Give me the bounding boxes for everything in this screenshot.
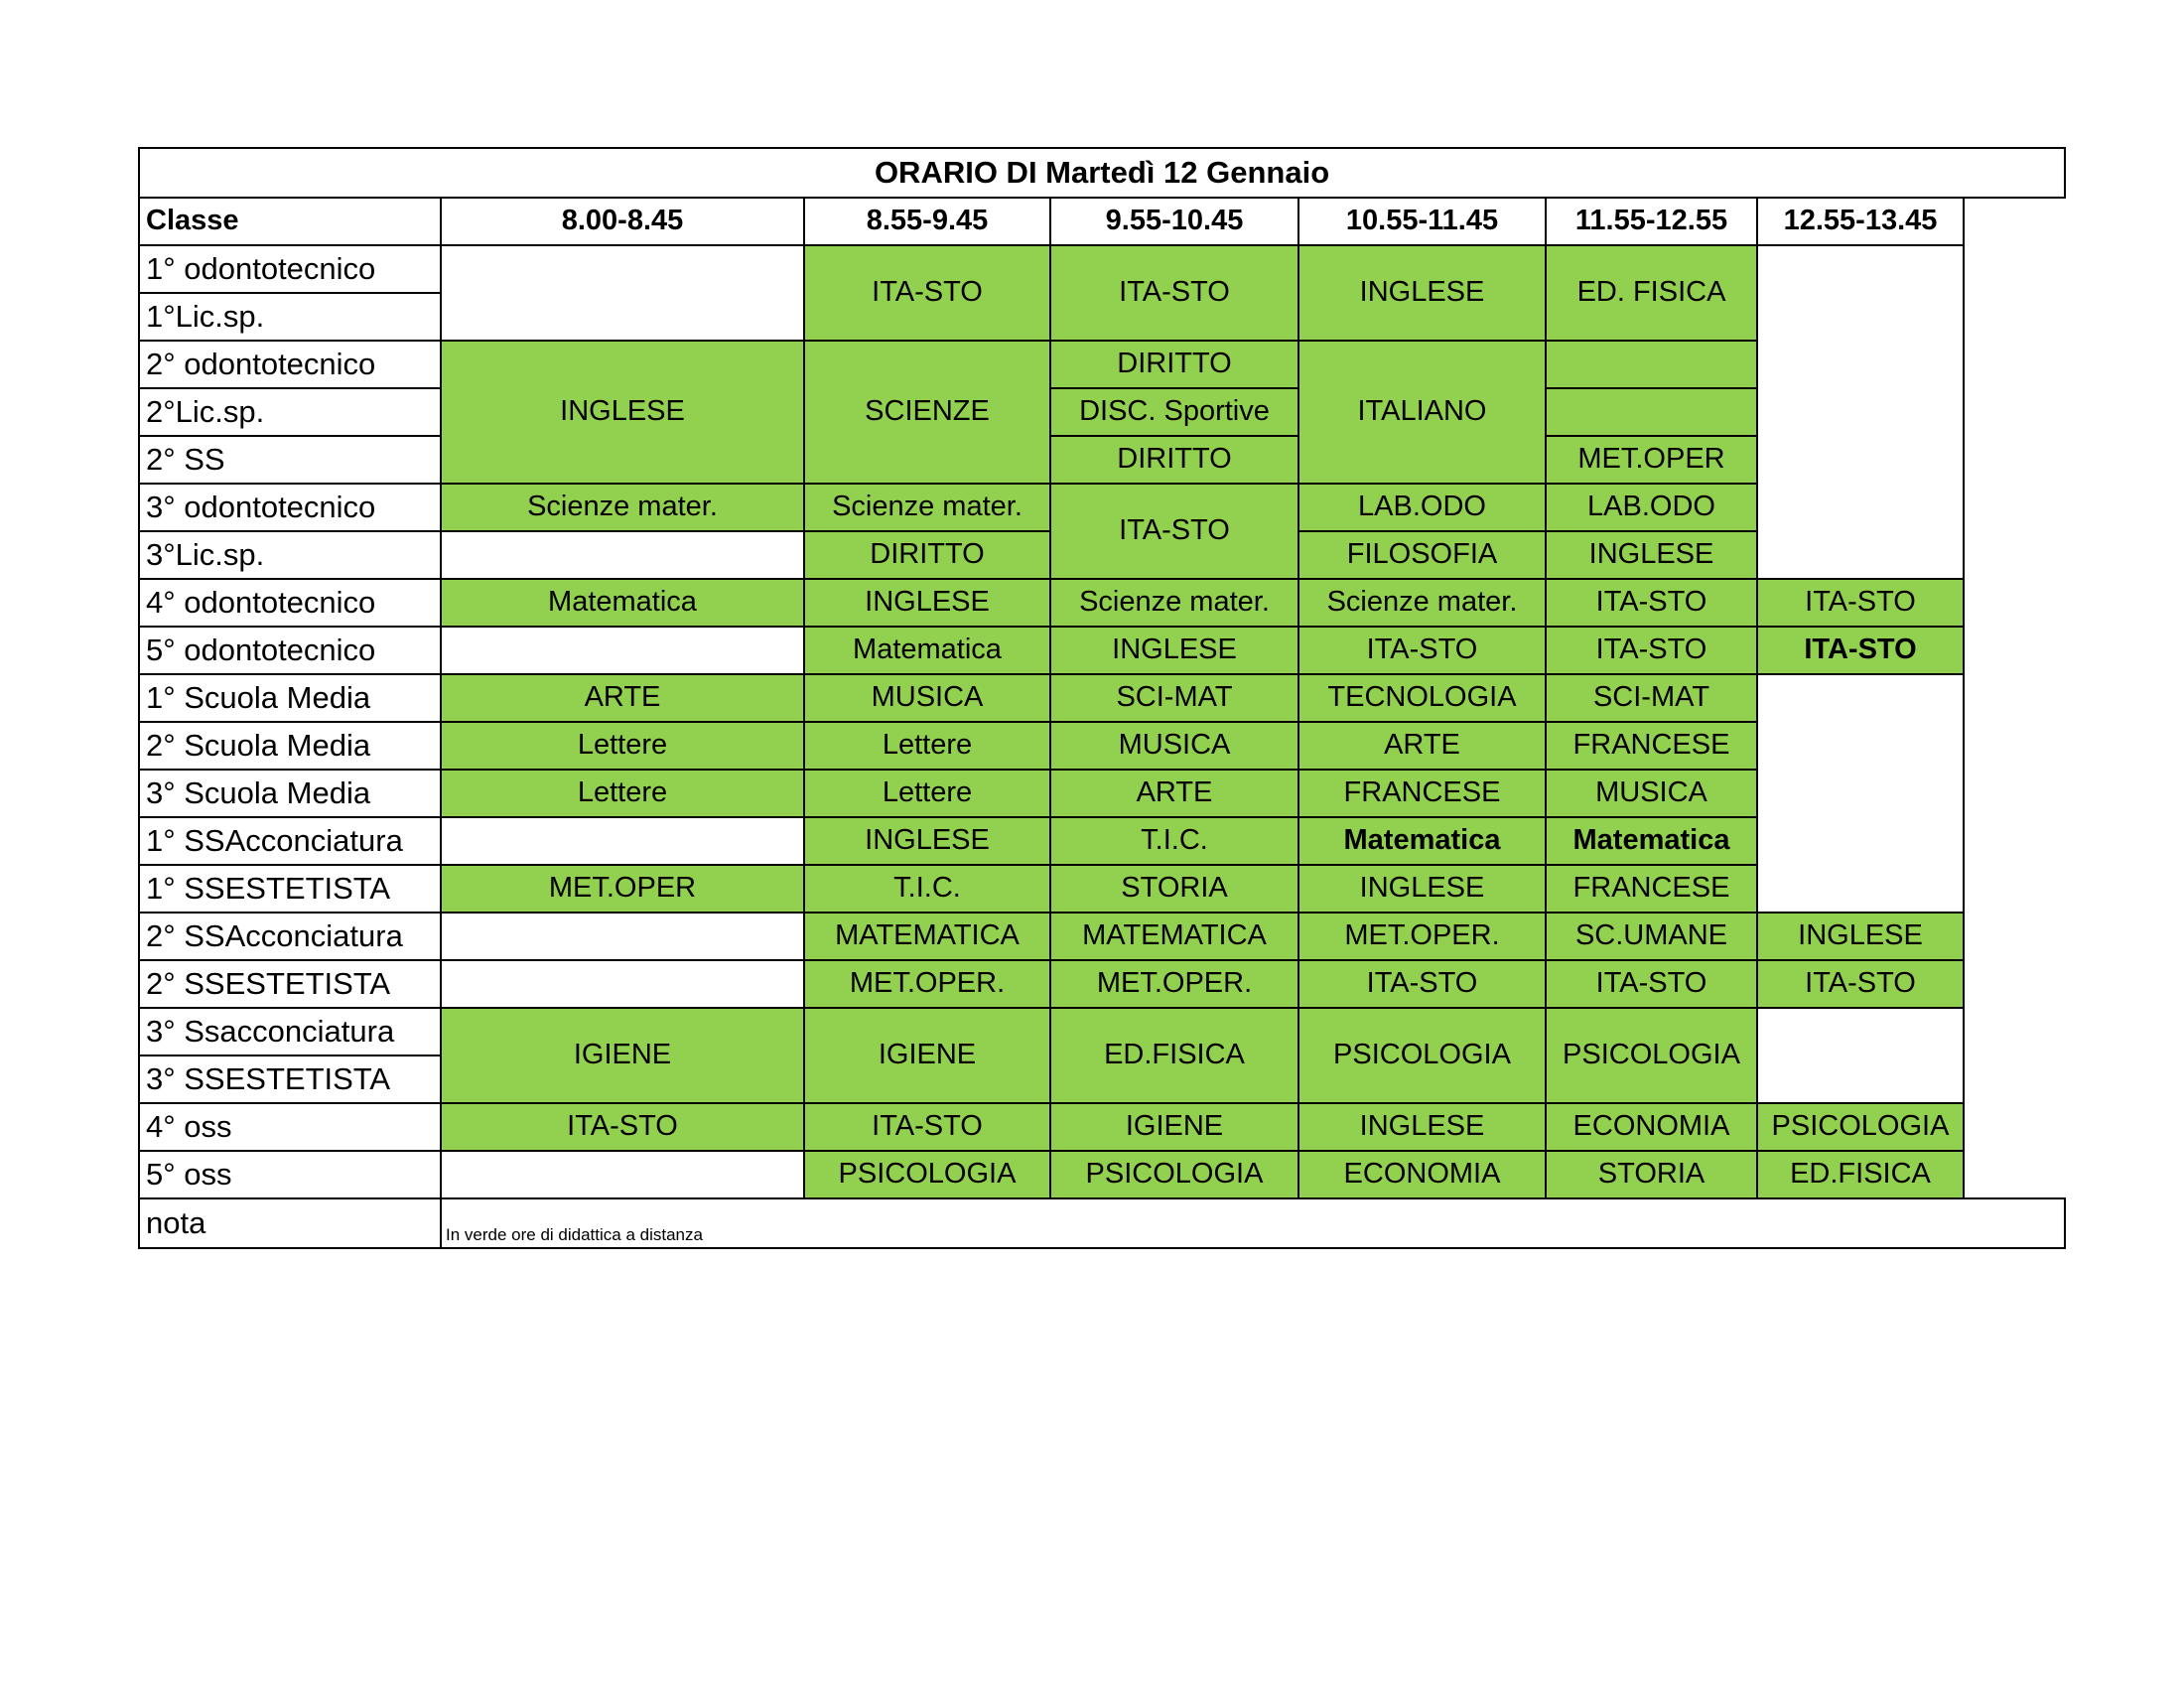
blank-cell <box>1964 579 2065 674</box>
schedule-cell: Scienze mater. <box>1298 579 1546 627</box>
schedule-cell: IGIENE <box>1050 1103 1298 1151</box>
schedule-cell: ARTE <box>1050 770 1298 817</box>
blank-cell <box>1964 913 2065 1008</box>
schedule-cell: INGLESE <box>804 579 1050 627</box>
schedule-cell: SCI-MAT <box>1050 674 1298 722</box>
schedule-cell: FRANCESE <box>1546 722 1757 770</box>
blank-cell <box>1964 198 2065 245</box>
schedule-cell: ITA-STO <box>1298 627 1546 674</box>
schedule-cell: Scienze mater. <box>804 484 1050 531</box>
class-label: 4° odontotecnico <box>139 579 441 627</box>
schedule-cell: PSICOLOGIA <box>1757 1103 1964 1151</box>
schedule-cell: SCIENZE <box>804 341 1050 484</box>
schedule-cell: LAB.ODO <box>1546 484 1757 531</box>
schedule-cell: INGLESE <box>1298 1103 1546 1151</box>
schedule-cell: INGLESE <box>804 817 1050 865</box>
blank-cell <box>1964 1008 2065 1103</box>
schedule-cell: IGIENE <box>441 1008 804 1103</box>
schedule-cell: Scienze mater. <box>441 484 804 531</box>
schedule-cell: TECNOLOGIA <box>1298 674 1546 722</box>
note-row <box>139 1198 2065 1248</box>
schedule-cell: FILOSOFIA <box>1298 531 1546 579</box>
schedule-cell: MET.OPER. <box>1050 960 1298 1008</box>
table-row <box>139 627 2065 674</box>
schedule-cell: Lettere <box>441 722 804 770</box>
schedule-cell: Lettere <box>804 770 1050 817</box>
class-label: 5° oss <box>139 1151 441 1198</box>
class-label: 5° odontotecnico <box>139 627 441 674</box>
schedule-cell: MUSICA <box>1546 770 1757 817</box>
class-label: 3° SSESTETISTA <box>139 1055 441 1103</box>
schedule-cell: ITA-STO <box>1298 960 1546 1008</box>
schedule-cell: IGIENE <box>804 1008 1050 1103</box>
schedule-cell: INGLESE <box>1298 245 1546 341</box>
header-slot-1: 8.00-8.45 <box>441 198 804 245</box>
schedule-cell: ITA-STO <box>804 1103 1050 1151</box>
class-label: 3° odontotecnico <box>139 484 441 531</box>
schedule-cell: INGLESE <box>1298 865 1546 913</box>
schedule-cell: MUSICA <box>804 674 1050 722</box>
class-label: 3° Ssacconciatura <box>139 1008 441 1055</box>
schedule-cell: Matematica <box>441 579 804 627</box>
schedule-cell <box>441 913 804 960</box>
schedule-table <box>138 147 2066 1249</box>
schedule-cell: ITA-STO <box>1546 579 1757 627</box>
schedule-cell: PSICOLOGIA <box>1546 1008 1757 1103</box>
schedule-cell: ECONOMIA <box>1546 1103 1757 1151</box>
class-label: 2° SSESTETISTA <box>139 960 441 1008</box>
schedule-cell: PSICOLOGIA <box>1050 1151 1298 1198</box>
schedule-cell: ECONOMIA <box>1298 1151 1546 1198</box>
schedule-cell: INGLESE <box>441 341 804 484</box>
table-row <box>139 960 2065 1008</box>
schedule-cell: Lettere <box>804 722 1050 770</box>
table-row <box>139 245 2065 293</box>
schedule-cell: ED. FISICA <box>1546 245 1757 341</box>
schedule-cell: ITA-STO <box>1546 960 1757 1008</box>
schedule-cell: T.I.C. <box>1050 817 1298 865</box>
schedule-cell <box>441 245 804 341</box>
schedule-cell: PSICOLOGIA <box>804 1151 1050 1198</box>
schedule-cell <box>441 627 804 674</box>
schedule-cell: LAB.ODO <box>1298 484 1546 531</box>
header-slot-3: 9.55-10.45 <box>1050 198 1298 245</box>
schedule-cell: SCI-MAT <box>1546 674 1757 722</box>
header-slot-6: 12.55-13.45 <box>1757 198 1964 245</box>
schedule-cell: Lettere <box>441 770 804 817</box>
class-label: 1° Scuola Media <box>139 674 441 722</box>
schedule-cell: ED.FISICA <box>1050 1008 1298 1103</box>
schedule-cell: T.I.C. <box>804 865 1050 913</box>
table-row <box>139 913 2065 960</box>
schedule-cell: STORIA <box>1050 865 1298 913</box>
schedule-cell: ITA-STO <box>1050 484 1298 579</box>
blank-cell <box>1964 1103 2065 1198</box>
schedule-cell: FRANCESE <box>1298 770 1546 817</box>
title-row <box>139 148 2065 198</box>
schedule-cell: MUSICA <box>1050 722 1298 770</box>
schedule-cell: ITA-STO <box>1757 960 1964 1008</box>
class-label: 1°Lic.sp. <box>139 293 441 341</box>
class-label: 2°Lic.sp. <box>139 388 441 436</box>
schedule-cell <box>441 531 804 579</box>
class-label: 1° SSAcconciatura <box>139 817 441 865</box>
schedule-cell: ARTE <box>441 674 804 722</box>
schedule-cell <box>441 960 804 1008</box>
schedule-cell: MATEMATICA <box>804 913 1050 960</box>
schedule-cell: ARTE <box>1298 722 1546 770</box>
note-label: nota <box>139 1198 441 1248</box>
class-label: 1° odontotecnico <box>139 245 441 293</box>
note-text: In verde ore di didattica a distanza <box>441 1198 2065 1248</box>
schedule-cell: MET.OPER. <box>1298 913 1546 960</box>
class-label: 2° SS <box>139 436 441 484</box>
schedule-cell: SC.UMANE <box>1546 913 1757 960</box>
blank-cell <box>1964 674 2065 913</box>
schedule-cell: INGLESE <box>1546 531 1757 579</box>
class-label: 2° odontotecnico <box>139 341 441 388</box>
table-row <box>139 1103 2065 1151</box>
schedule-cell: DIRITTO <box>1050 436 1298 484</box>
schedule-cell: MET.OPER. <box>804 960 1050 1008</box>
table-row <box>139 1151 2065 1198</box>
header-slot-4: 10.55-11.45 <box>1298 198 1546 245</box>
schedule-cell: ITA-STO <box>804 245 1050 341</box>
class-label: 2° SSAcconciatura <box>139 913 441 960</box>
schedule-cell: Matematica <box>804 627 1050 674</box>
schedule-cell: Matematica <box>1546 817 1757 865</box>
class-label: 2° Scuola Media <box>139 722 441 770</box>
class-label: 3° Scuola Media <box>139 770 441 817</box>
schedule-cell: DIRITTO <box>804 531 1050 579</box>
table-row <box>139 579 2065 627</box>
header-row <box>139 198 2065 245</box>
blank-cell <box>1964 245 2065 579</box>
schedule-cell: MET.OPER <box>441 865 804 913</box>
class-label: 4° oss <box>139 1103 441 1151</box>
schedule-cell: ITA-STO <box>1757 579 1964 627</box>
schedule-cell: Scienze mater. <box>1050 579 1298 627</box>
schedule-cell: PSICOLOGIA <box>1298 1008 1546 1103</box>
page-title: ORARIO DI Martedì 12 Gennaio <box>139 148 2065 198</box>
schedule-cell: ITA-STO <box>1546 627 1757 674</box>
header-slot-2: 8.55-9.45 <box>804 198 1050 245</box>
schedule-cell <box>1546 341 1757 388</box>
header-classe: Classe <box>139 198 441 245</box>
blank-cell <box>1757 674 1964 913</box>
schedule-cell: FRANCESE <box>1546 865 1757 913</box>
blank-cell <box>1757 1008 1964 1103</box>
schedule-cell: INGLESE <box>1757 913 1964 960</box>
schedule-cell: STORIA <box>1546 1151 1757 1198</box>
schedule-cell <box>441 1151 804 1198</box>
schedule-cell: MET.OPER <box>1546 436 1757 484</box>
schedule-cell: MATEMATICA <box>1050 913 1298 960</box>
table-row <box>139 1008 2065 1055</box>
header-slot-5: 11.55-12.55 <box>1546 198 1757 245</box>
schedule-cell: INGLESE <box>1050 627 1298 674</box>
schedule-cell: DIRITTO <box>1050 341 1298 388</box>
schedule-cell: ITA-STO <box>441 1103 804 1151</box>
schedule-cell: ITA-STO <box>1050 245 1298 341</box>
schedule-cell: ITA-STO <box>1757 627 1964 674</box>
schedule-cell <box>441 817 804 865</box>
class-label: 3°Lic.sp. <box>139 531 441 579</box>
schedule-cell <box>1546 388 1757 436</box>
blank-cell <box>1757 245 1964 579</box>
schedule-sheet <box>138 147 2064 1245</box>
schedule-cell: Matematica <box>1298 817 1546 865</box>
schedule-cell: ITALIANO <box>1298 341 1546 484</box>
class-label: 1° SSESTETISTA <box>139 865 441 913</box>
schedule-cell: DISC. Sportive <box>1050 388 1298 436</box>
table-row <box>139 674 2065 722</box>
schedule-cell: ED.FISICA <box>1757 1151 1964 1198</box>
